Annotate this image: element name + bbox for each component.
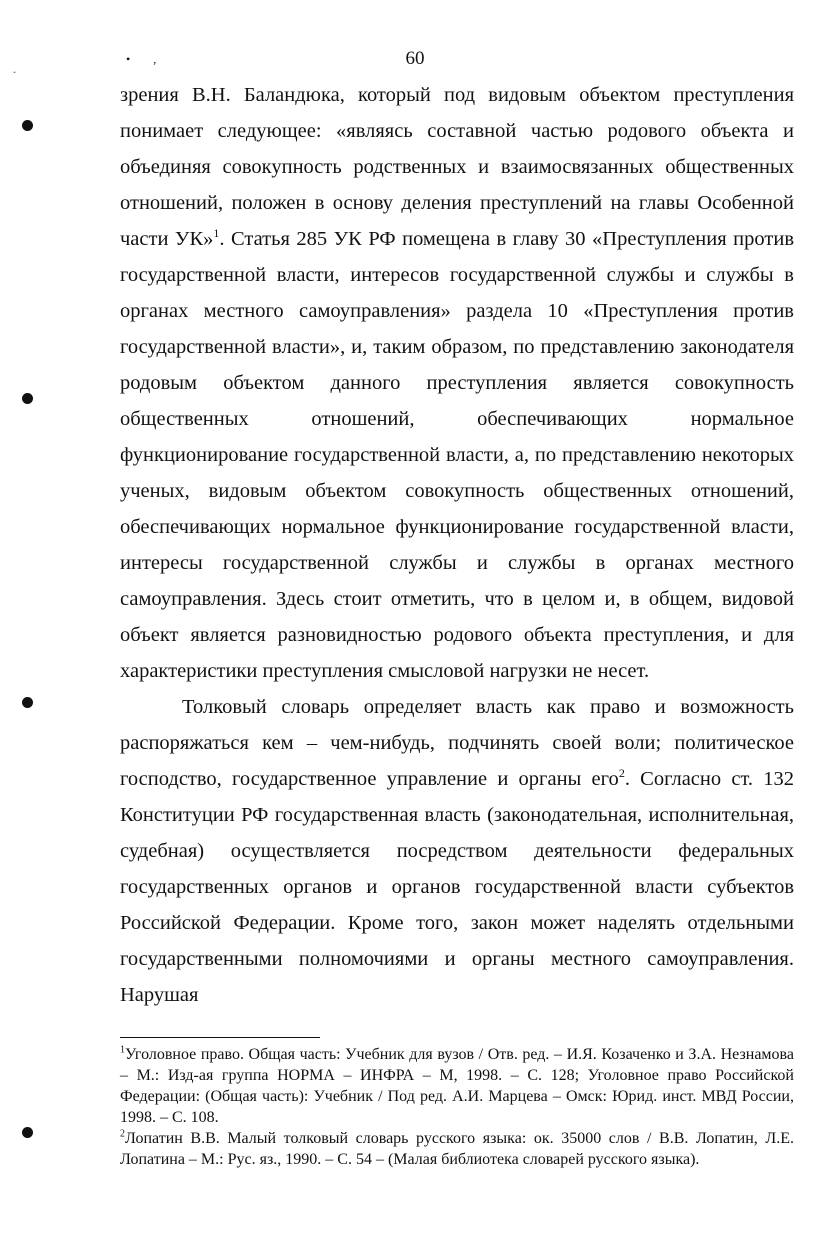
paragraph: [120, 77, 794, 689]
footnotes: [120, 1044, 794, 1170]
paragraph-text: . Статья 285 УК РФ помещена в главу 30 «Преступления против государственной власти, интересов государственной службы и службы в органах местного самоуправления» раздела 10 «Преступления против государственной власти», и, таким образом, по представлению законодателя родовым объектом данного преступления является совокупность общественных отношений, обеспечивающих нормальное функционирование государственной власти, а, по представлению некоторых ученых, видовым объектом совокупность общественных отношений, обеспечивающих нормальное функционирование государственной власти, интересы государственной службы и службы в органах местного самоуправления. Здесь стоит отметить, что в целом и, в общем, видовой объект является разновидностью родового объекта преступления, и для характеристики преступления смысловой нагрузки не несет.: [120, 228, 794, 682]
footnote-marker: 1: [120, 1044, 125, 1056]
paragraph: [120, 689, 794, 1013]
paragraph-text: зрения В.Н. Баландюка, который под видовым объектом преступления понимает следующее: «являясь составной частью родового объекта и объединяя совокупность родственных и взаимосвязанных общественных отношений, положен в основу деления преступлений на главы Особенной части УК»: [120, 84, 794, 250]
footnote-text: Уголовное право. Общая часть: Учебник для вузов / Отв. ред. – И.Я. Козаченко и З.А. Незнамова – М.: Изд-ая группа НОРМА – ИНФРА – М, 1998. – С. 128; Уголовное право Российской Федерации: (Общая часть): Учебник / Под ред. А.И. Марцева – Омск: Юрид. инст. МВД России, 1998. – С. 108.: [120, 1046, 794, 1126]
footnote-text: Лопатин В.В. Малый толковый словарь русского языка: ок. 35000 слов / В.В. Лопатин, Л.Е. Лопатина – М.: Рус. яз., 1990. – С. 54 – (Малая библиотека словарей русского языка).: [120, 1130, 794, 1168]
main-text: [120, 77, 794, 1013]
binding-hole-icon: [22, 1127, 33, 1138]
footnote-ref[interactable]: 1: [213, 226, 220, 241]
binding-hole-icon: [22, 393, 33, 404]
footnote-marker: 2: [120, 1128, 125, 1140]
page-number: 60: [405, 48, 425, 69]
paragraph-text: . Согласно ст. 132 Конституции РФ государственная власть (законодательная, исполнительная, судебная) осуществляется посредством деятельности федеральных государственных органов и органов государственной власти субъектов Российской Федерации. Кроме того, закон может наделять отдельными государственными полномочиями и органы местного самоуправления. Нарушая: [120, 768, 794, 1006]
footnote: [120, 1128, 794, 1170]
binding-hole-icon: [22, 697, 33, 708]
footnote: [120, 1044, 794, 1128]
footnote-divider: [120, 1037, 320, 1038]
footnote-ref[interactable]: 2: [618, 766, 625, 781]
scan-artifact-dots: • ,: [126, 52, 167, 66]
binding-hole-icon: [22, 120, 33, 131]
scan-artifact-mark: ˇ: [13, 70, 16, 80]
paragraph-text: Толковый словарь определяет власть как право и возможность распоряжаться кем – чем-нибудь, подчинять своей воли; политическое господство, государственное управление и органы его: [120, 696, 794, 790]
